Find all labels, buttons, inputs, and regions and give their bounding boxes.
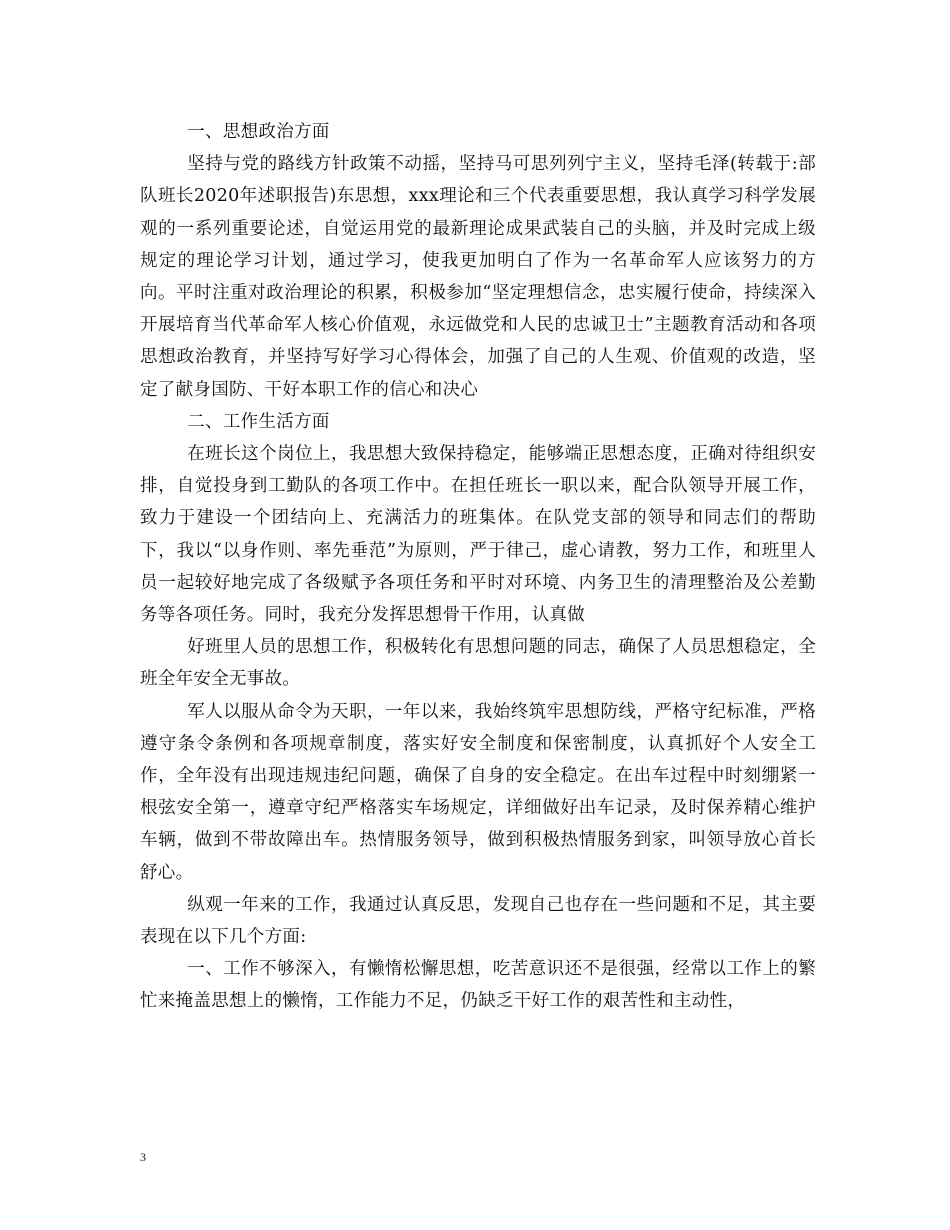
paragraph-reflection: 纵观一年来的工作，我通过认真反思，发现自己也存在一些问题和不足，其主要表现在以下几个方面: [140,894,816,948]
page-number: 3 [140,1150,146,1164]
paragraph-squad-thinking: 好班里人员的思想工作，积极转化有思想问题的同志，确保了人员思想稳定，全班全年安全无事故。 [140,637,816,690]
paragraph-ideology: 坚持与党的路线方针政策不动摇，坚持马可思列列宁主义，坚持毛泽(转载于:部队班长2020年述职报告)东思想，xxx理论和三个代表重要思想，我认真学习科学发展观的一系列重要论述，自觉运用党的最新理论成果武装自己的头脑，并及时完成上级规定的理论学习计划，通过学习，使我更加明白了作为一名革命军人应该努力的方向。平时注重对政治理论的积累，积极参加“坚定理想信念，忠实履行使命，持续深入开展培育当代革命军人核心价值观，永远做党和人民的忠诚卫士”主题教育活动和各项思想政治教育，并坚持写好学习心得体会，加强了自己的人生观、价值观的改造，坚定了献身国防、干好本职工作的信心和决心 [140,154,816,400]
paragraph-shortcoming-one: 一、工作不够深入，有懒惰松懈思想，吃苦意识还不是很强，经常以工作上的繁忙来掩盖思想上的懒惰，工作能力不足，仍缺乏干好工作的艰苦性和主动性， [140,959,816,1012]
paragraph-discipline: 军人以服从命令为天职，一年以来，我始终筑牢思想防线，严格守纪标准，严格遵守条令条例和各项规章制度，落实好安全制度和保密制度，认真抓好个人安全工作，全年没有出现违规违纪问题，确保了自身的安全稳定。在出车过程中时刻绷紧一根弦安全第一，遵章守纪严格落实车场规定，详细做好出车记录，及时保养精心维护车辆，做到不带故障出车。热情服务领导，做到积极热情服务到家，叫领导放心首长舒心。 [140,701,816,883]
section-heading-ideology: 一、思想政治方面 [187,122,330,142]
paragraph-squad-leader: 在班长这个岗位上，我思想大致保持稳定，能够端正思想态度，正确对待组织安排，自觉投身到工勤队的各项工作中。在担任班长一职以来，配合队领导开展工作，致力于建设一个团结向上、充满活力的班集体。在队党支部的领导和同志们的帮助下，我以“以身作则、率先垂范”为原则，严于律己，虚心请教，努力工作，和班里人员一起较好地完成了各级赋予各项任务和平时对环境、内务卫生的清理整治及公差勤务等各项任务。同时，我充分发挥思想骨干作用，认真做 [140,444,816,626]
document-body [140,116,816,1018]
section-heading-work-life: 二、工作生活方面 [187,411,330,432]
